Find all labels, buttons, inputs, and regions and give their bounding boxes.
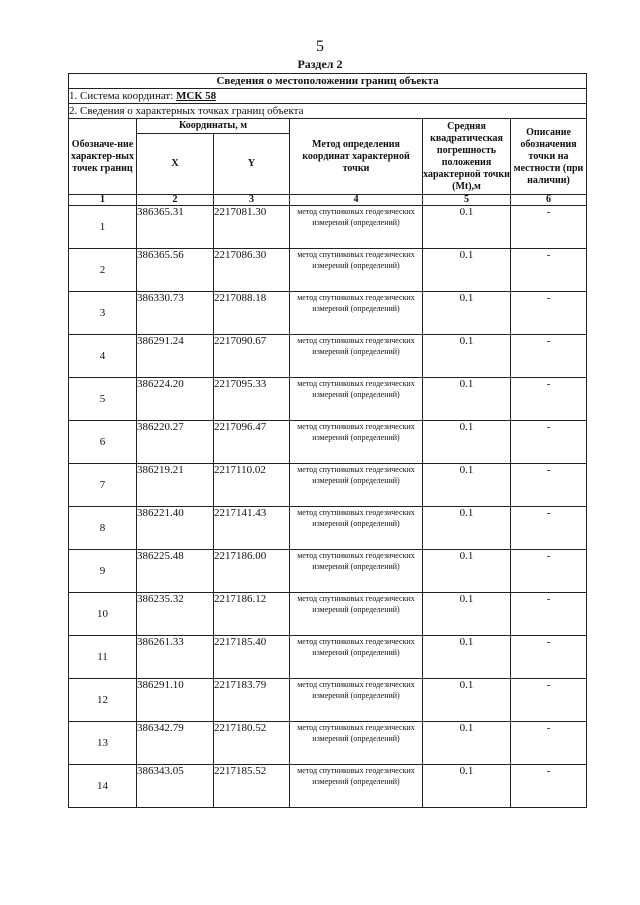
method-cell: метод спутниковых геодезических измерений (определений) [290,722,423,765]
header-coordinates: Координаты, м [137,119,290,134]
coordinate-x: 386261.33 [137,636,214,679]
table-row [69,249,587,292]
header-designation: Обозначе-ние характер-ных точек границ [69,119,137,195]
coordinate-y: 2217095.33 [214,378,290,421]
error-cell: 0.1 [423,249,511,292]
table-row [69,421,587,464]
point-number: 9 [69,550,137,593]
coordinate-x: 386291.10 [137,679,214,722]
coordinate-y: 2217180.52 [214,722,290,765]
error-cell: 0.1 [423,335,511,378]
point-number: 6 [69,421,137,464]
coordinate-x: 386342.79 [137,722,214,765]
coordinate-y: 2217185.40 [214,636,290,679]
description-cell: - [511,722,587,765]
column-number: 4 [290,195,423,206]
point-number: 11 [69,636,137,679]
method-cell: метод спутниковых геодезических измерений (определений) [290,292,423,335]
method-cell: метод спутниковых геодезических измерений (определений) [290,335,423,378]
point-number: 8 [69,507,137,550]
description-cell: - [511,421,587,464]
header-method: Метод определения координат характерной точки [290,119,423,195]
boundary-points-table [68,73,587,808]
coordinate-y: 2217110.02 [214,464,290,507]
coordinate-x: 386330.73 [137,292,214,335]
point-number: 1 [69,206,137,249]
method-cell: метод спутниковых геодезических измерений (определений) [290,464,423,507]
description-cell: - [511,292,587,335]
coordinate-y: 2217096.47 [214,421,290,464]
point-number: 13 [69,722,137,765]
column-number: 6 [511,195,587,206]
coordinate-x: 386220.27 [137,421,214,464]
coordinate-system-line [69,89,587,104]
description-cell: - [511,550,587,593]
point-number: 4 [69,335,137,378]
description-cell: - [511,593,587,636]
coordinate-x: 386235.32 [137,593,214,636]
error-cell: 0.1 [423,464,511,507]
table-row [69,378,587,421]
coordinate-x: 386365.31 [137,206,214,249]
error-cell: 0.1 [423,550,511,593]
table-row [69,206,587,249]
header-description: Описание обозначения точки на местности (при наличии) [511,119,587,195]
table-row [69,464,587,507]
description-cell: - [511,679,587,722]
point-number: 2 [69,249,137,292]
table-row [69,679,587,722]
column-number: 3 [214,195,290,206]
point-number: 5 [69,378,137,421]
point-number: 12 [69,679,137,722]
header-x: X [137,134,214,195]
points-info-line: 2. Сведения о характерных точках границ объекта [69,104,587,119]
method-cell: метод спутниковых геодезических измерений (определений) [290,550,423,593]
coordinate-system-value: МСК 58 [176,90,217,102]
coordinate-y: 2217086.30 [214,249,290,292]
table-row [69,507,587,550]
point-number: 14 [69,765,137,808]
table-row [69,593,587,636]
method-cell: метод спутниковых геодезических измерений (определений) [290,765,423,808]
method-cell: метод спутниковых геодезических измерений (определений) [290,507,423,550]
coordinate-system-label: 1. Система координат: [69,90,174,102]
description-cell: - [511,636,587,679]
coordinate-x: 386225.48 [137,550,214,593]
description-cell: - [511,464,587,507]
coordinate-x: 386365.56 [137,249,214,292]
header-y: Y [214,134,290,195]
description-cell: - [511,206,587,249]
error-cell: 0.1 [423,421,511,464]
page-number: 5 [316,38,324,55]
coordinate-y: 2217185.52 [214,765,290,808]
coordinate-y: 2217183.79 [214,679,290,722]
error-cell: 0.1 [423,292,511,335]
table-title: Сведения о местоположении границ объекта [69,74,587,89]
error-cell: 0.1 [423,206,511,249]
column-number: 5 [423,195,511,206]
error-cell: 0.1 [423,765,511,808]
method-cell: метод спутниковых геодезических измерений (определений) [290,206,423,249]
error-cell: 0.1 [423,722,511,765]
table-row [69,636,587,679]
coordinate-x: 386291.24 [137,335,214,378]
description-cell: - [511,378,587,421]
coordinate-y: 2217088.18 [214,292,290,335]
coordinate-y: 2217141.43 [214,507,290,550]
method-cell: метод спутниковых геодезических измерений (определений) [290,679,423,722]
table-row [69,550,587,593]
method-cell: метод спутниковых геодезических измерений (определений) [290,636,423,679]
coordinate-x: 386219.21 [137,464,214,507]
method-cell: метод спутниковых геодезических измерений (определений) [290,421,423,464]
table-row [69,335,587,378]
error-cell: 0.1 [423,679,511,722]
point-number: 7 [69,464,137,507]
column-number: 1 [69,195,137,206]
error-cell: 0.1 [423,636,511,679]
table-row [69,292,587,335]
coordinate-x: 386343.05 [137,765,214,808]
coordinate-x: 386224.20 [137,378,214,421]
column-number: 2 [137,195,214,206]
coordinate-y: 2217081.30 [214,206,290,249]
coordinate-y: 2217186.12 [214,593,290,636]
description-cell: - [511,335,587,378]
description-cell: - [511,507,587,550]
header-error: Средняя квадратическая погрешность положения характерной точки (Mt),м [423,119,511,195]
method-cell: метод спутниковых геодезических измерений (определений) [290,378,423,421]
point-number: 3 [69,292,137,335]
table-row [69,722,587,765]
error-cell: 0.1 [423,593,511,636]
error-cell: 0.1 [423,507,511,550]
method-cell: метод спутниковых геодезических измерений (определений) [290,249,423,292]
coordinate-x: 386221.40 [137,507,214,550]
table-row [69,765,587,808]
error-cell: 0.1 [423,378,511,421]
point-number: 10 [69,593,137,636]
method-cell: метод спутниковых геодезических измерений (определений) [290,593,423,636]
coordinate-y: 2217186.00 [214,550,290,593]
section-title: Раздел 2 [297,57,343,71]
description-cell: - [511,249,587,292]
coordinate-y: 2217090.67 [214,335,290,378]
description-cell: - [511,765,587,808]
